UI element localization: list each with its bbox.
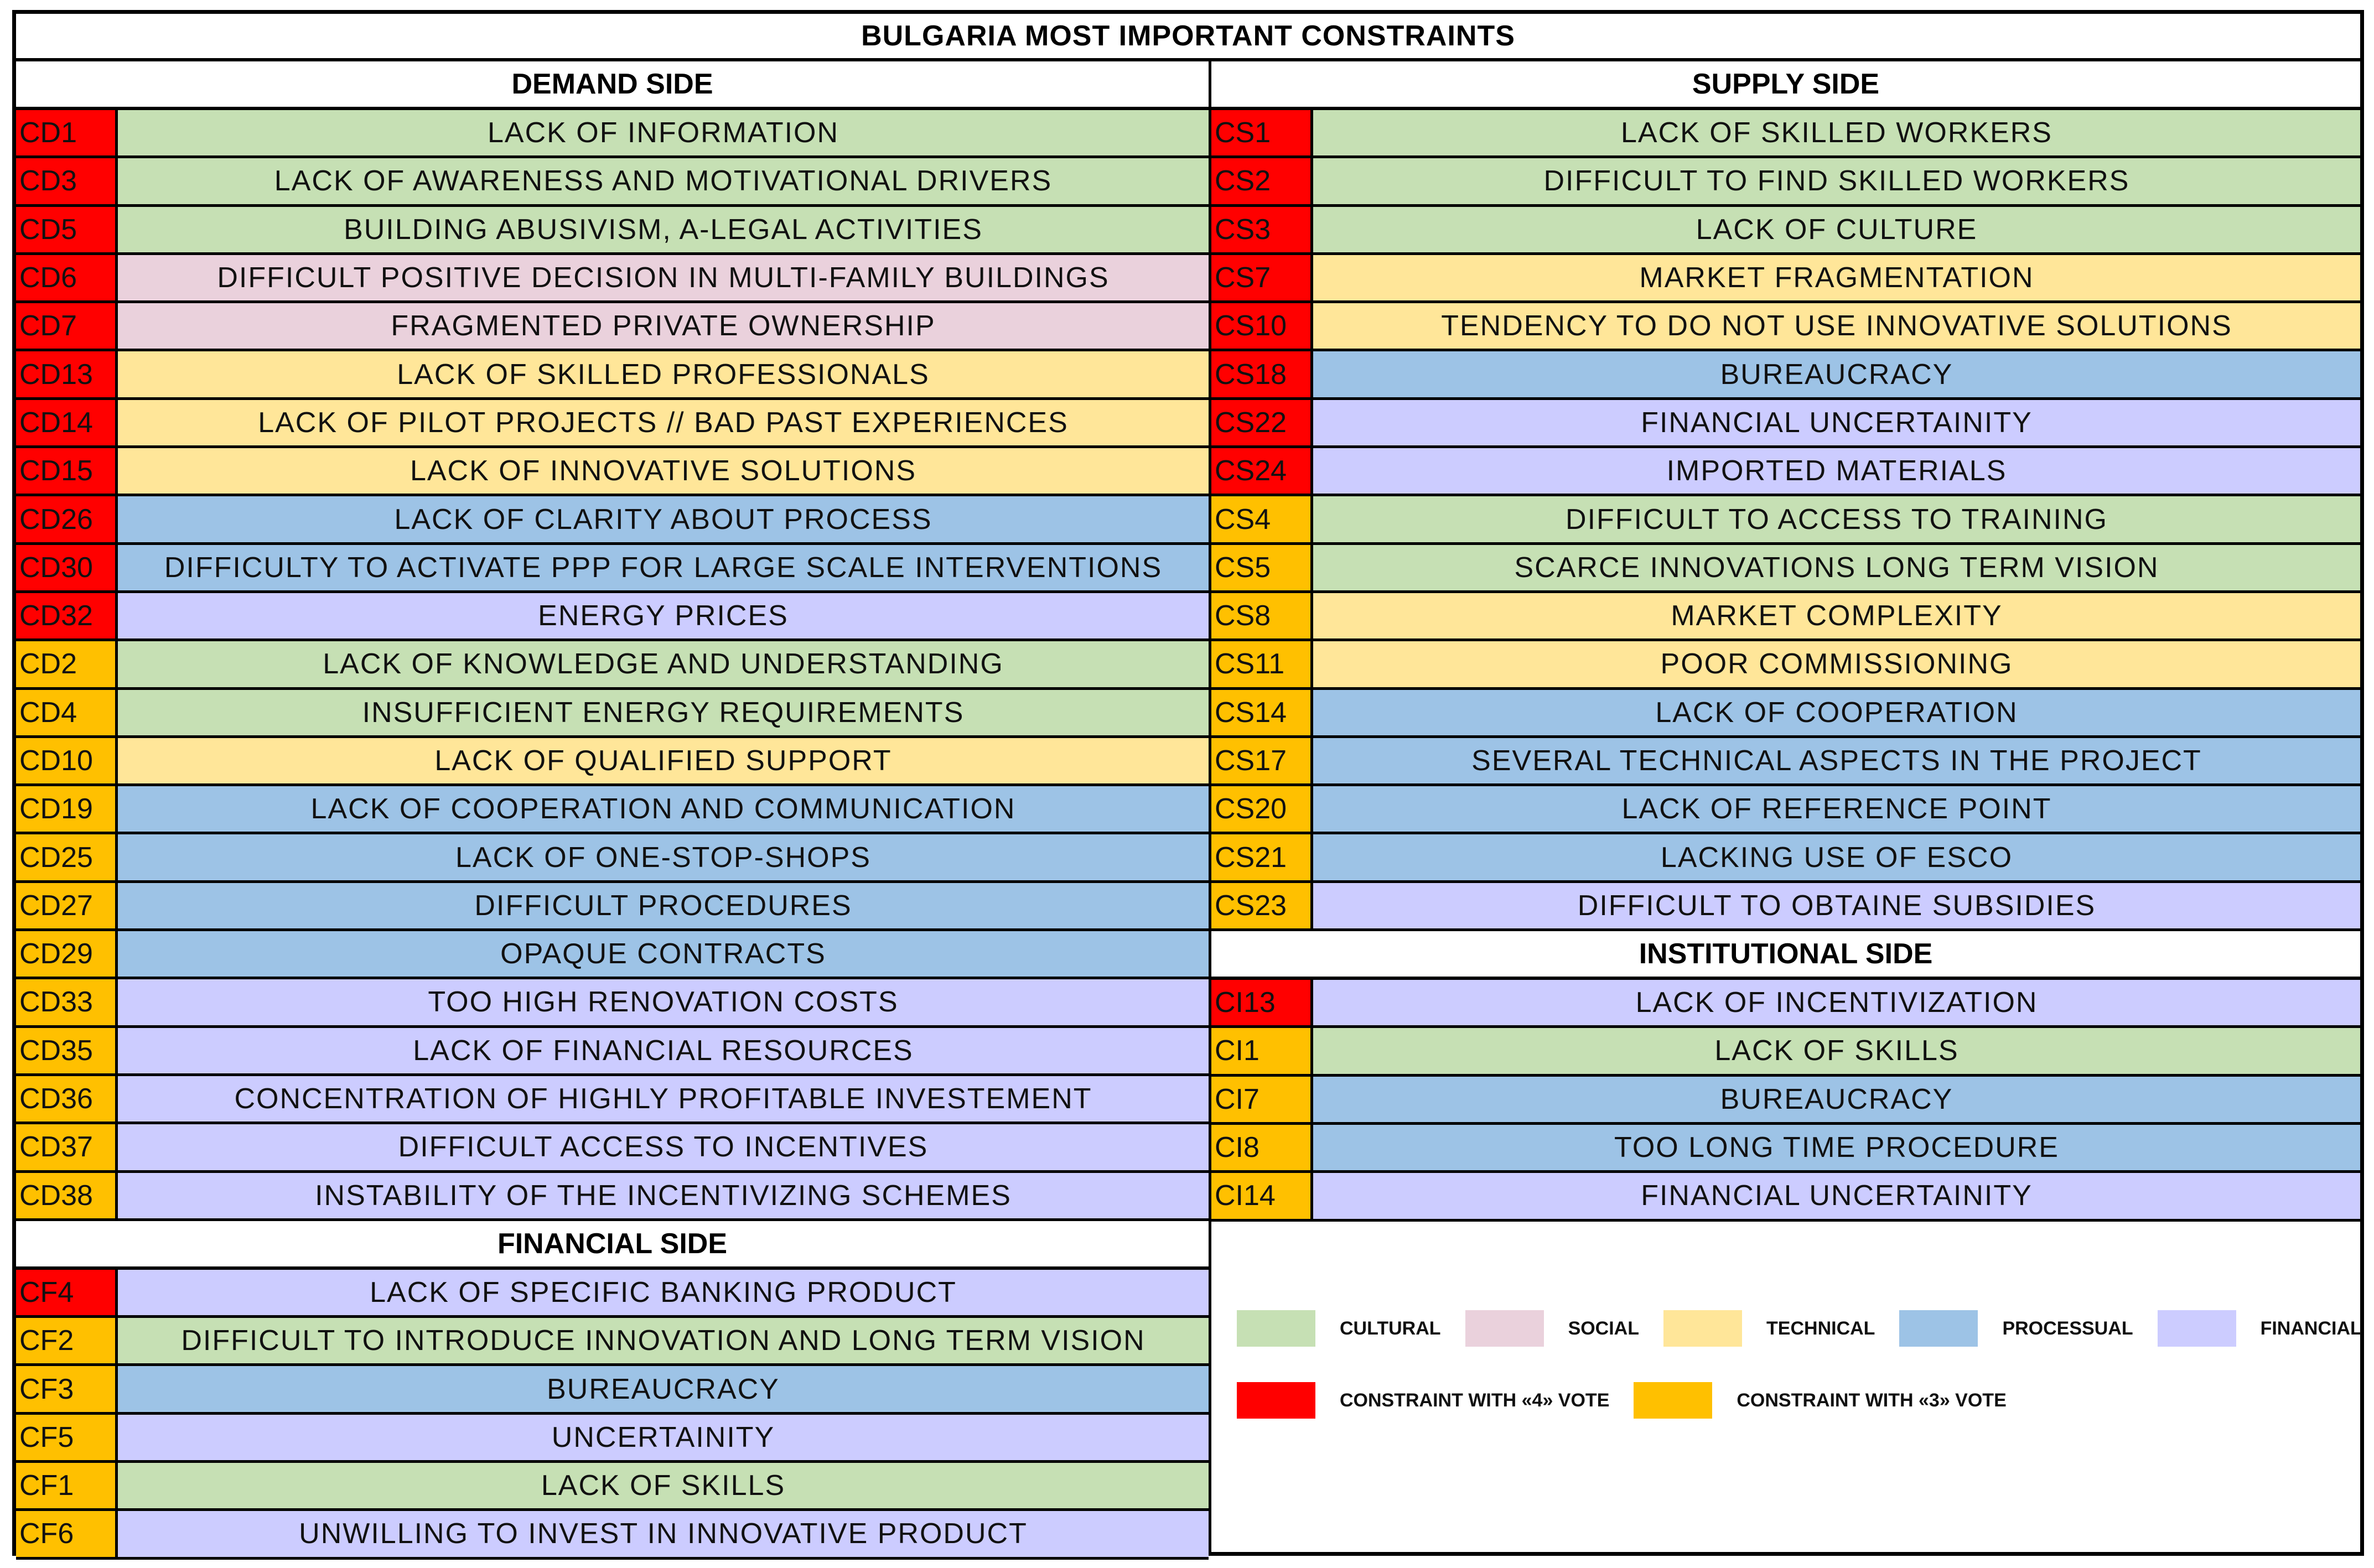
constraint-code: CS2	[1211, 158, 1313, 204]
constraint-code: CS4	[1211, 496, 1313, 542]
constraint-label: MARKET COMPLEXITY	[1313, 593, 2360, 638]
constraint-row	[16, 1318, 1209, 1366]
constraint-row	[1211, 1077, 2360, 1125]
constraint-row	[1211, 834, 2360, 882]
constraint-row	[1211, 1173, 2360, 1221]
constraint-row	[16, 593, 1209, 641]
constraint-label: BUILDING ABUSIVISM, A-LEGAL ACTIVITIES	[118, 207, 1209, 252]
constraint-label: LACK OF PILOT PROJECTS // BAD PAST EXPERIENCES	[118, 400, 1209, 445]
constraint-code: CD19	[16, 786, 118, 832]
constraint-row	[16, 110, 1209, 158]
legend-swatch-technical	[1663, 1310, 1742, 1347]
constraint-code: CD4	[16, 690, 118, 735]
constraint-row	[1211, 496, 2360, 544]
constraint-row	[16, 255, 1209, 303]
institutional-rows	[1211, 980, 2360, 1221]
constraint-row	[16, 1076, 1209, 1124]
constraint-code: CS1	[1211, 110, 1313, 155]
constraint-code: CI7	[1211, 1077, 1313, 1122]
constraint-row	[1211, 1125, 2360, 1173]
supply-side-header: SUPPLY SIDE	[1211, 61, 2360, 110]
constraint-row	[16, 979, 1209, 1027]
constraint-row	[1211, 786, 2360, 834]
constraint-code: CD27	[16, 883, 118, 928]
legend-swatch-financial	[2158, 1310, 2236, 1347]
constraint-code: CF4	[16, 1270, 118, 1315]
legend-label-social: SOCIAL	[1568, 1317, 1640, 1339]
constraint-label: DIFFICULT TO INTRODUCE INNOVATION AND LONG TERM VISION	[118, 1318, 1209, 1363]
constraint-row	[1211, 158, 2360, 206]
constraint-row	[1211, 207, 2360, 255]
constraint-row	[16, 1511, 1209, 1559]
constraint-code: CD2	[16, 641, 118, 687]
constraint-code: CF1	[16, 1463, 118, 1508]
constraint-label: LACK OF CLARITY ABOUT PROCESS	[118, 496, 1209, 542]
constraint-label: INSUFFICIENT ENERGY REQUIREMENTS	[118, 690, 1209, 735]
constraint-row	[16, 1366, 1209, 1414]
constraint-row	[1211, 448, 2360, 496]
constraint-code: CD3	[16, 158, 118, 204]
constraint-code: CD25	[16, 834, 118, 880]
institutional-side-header: INSTITUTIONAL SIDE	[1211, 931, 2360, 980]
constraint-label: LACK OF ONE-STOP-SHOPS	[118, 834, 1209, 880]
constraint-row	[16, 1415, 1209, 1463]
constraint-row	[16, 158, 1209, 206]
constraint-code: CS23	[1211, 883, 1313, 928]
constraint-code: CD5	[16, 207, 118, 252]
demand-rows	[16, 110, 1209, 1221]
constraint-row	[1211, 545, 2360, 593]
constraint-label: LACK OF QUALIFIED SUPPORT	[118, 738, 1209, 783]
constraint-code: CD32	[16, 593, 118, 638]
constraint-label: LACK OF AWARENESS AND MOTIVATIONAL DRIVERS	[118, 158, 1209, 204]
constraint-code: CD35	[16, 1028, 118, 1073]
constraint-row	[16, 690, 1209, 738]
financial-side-header: FINANCIAL SIDE	[16, 1221, 1209, 1270]
constraint-label: UNCERTAINITY	[118, 1415, 1209, 1460]
legend-label-vote4: CONSTRAINT WITH «4» VOTE	[1340, 1389, 1610, 1411]
legend-label-vote3: CONSTRAINT WITH «3» VOTE	[1737, 1389, 2007, 1411]
constraint-code: CD37	[16, 1124, 118, 1170]
constraint-code: CS14	[1211, 690, 1313, 735]
constraint-code: CD14	[16, 400, 118, 445]
constraint-row	[16, 931, 1209, 979]
constraint-code: CD36	[16, 1076, 118, 1122]
legend-label-financial: FINANCIAL	[2260, 1317, 2362, 1339]
constraint-row	[16, 1270, 1209, 1318]
constraint-row	[1211, 255, 2360, 303]
legend-swatch-vote4	[1237, 1382, 1315, 1419]
constraint-label: TENDENCY TO DO NOT USE INNOVATIVE SOLUTIONS	[1313, 303, 2360, 349]
constraint-label: TOO LONG TIME PROCEDURE	[1313, 1125, 2360, 1170]
constraint-label: LACK OF SKILLED PROFESSIONALS	[118, 351, 1209, 397]
constraint-row	[16, 641, 1209, 689]
constraint-label: TOO HIGH RENOVATION COSTS	[118, 979, 1209, 1025]
constraint-row	[1211, 303, 2360, 351]
constraint-label: FINANCIAL UNCERTAINITY	[1313, 400, 2360, 445]
constraint-code: CS5	[1211, 545, 1313, 590]
constraint-row	[1211, 883, 2360, 931]
constraint-row	[16, 1028, 1209, 1076]
constraint-row	[16, 1463, 1209, 1511]
constraint-code: CD30	[16, 545, 118, 590]
constraint-code: CD15	[16, 448, 118, 494]
supply-rows	[1211, 110, 2360, 931]
constraint-label: LACK OF CULTURE	[1313, 207, 2360, 252]
constraint-row	[16, 545, 1209, 593]
constraint-code: CD6	[16, 255, 118, 300]
constraint-row	[1211, 738, 2360, 786]
constraint-code: CF6	[16, 1511, 118, 1556]
constraint-row	[16, 1173, 1209, 1221]
constraint-label: FINANCIAL UNCERTAINITY	[1313, 1173, 2360, 1218]
constraint-label: MARKET FRAGMENTATION	[1313, 255, 2360, 300]
constraint-code: CD33	[16, 979, 118, 1025]
constraint-label: LACKING USE OF ESCO	[1313, 834, 2360, 880]
legend-label-processual: PROCESSUAL	[2002, 1317, 2133, 1339]
legend-swatch-vote3	[1634, 1382, 1712, 1419]
constraint-code: CS24	[1211, 448, 1313, 494]
legend-categories	[1237, 1310, 2374, 1347]
constraint-label: LACK OF COOPERATION	[1313, 690, 2360, 735]
constraint-row	[1211, 690, 2360, 738]
constraint-label: LACK OF REFERENCE POINT	[1313, 786, 2360, 832]
constraint-code: CS3	[1211, 207, 1313, 252]
constraint-row	[16, 786, 1209, 834]
legend-votes	[1237, 1382, 2031, 1419]
constraint-row	[16, 400, 1209, 448]
constraint-label: UNWILLING TO INVEST IN INNOVATIVE PRODUCT	[118, 1511, 1209, 1556]
constraint-code: CI13	[1211, 980, 1313, 1025]
constraint-label: POOR COMMISSIONING	[1313, 641, 2360, 687]
constraint-code: CD38	[16, 1173, 118, 1218]
constraint-code: CI1	[1211, 1028, 1313, 1073]
constraint-row	[1211, 980, 2360, 1028]
constraint-label: CONCENTRATION OF HIGHLY PROFITABLE INVESTEMENT	[118, 1076, 1209, 1122]
constraint-row	[16, 351, 1209, 399]
constraint-row	[16, 207, 1209, 255]
constraint-code: CD7	[16, 303, 118, 349]
constraint-label: SCARCE INNOVATIONS LONG TERM VISION	[1313, 545, 2360, 590]
constraint-label: BUREAUCRACY	[1313, 351, 2360, 397]
constraint-label: LACK OF SKILLED WORKERS	[1313, 110, 2360, 155]
constraint-code: CS10	[1211, 303, 1313, 349]
legend-label-cultural: CULTURAL	[1340, 1317, 1441, 1339]
constraint-label: DIFFICULT PROCEDURES	[118, 883, 1209, 928]
constraint-label: DIFFICULT TO ACCESS TO TRAINING	[1313, 496, 2360, 542]
constraint-label: BUREAUCRACY	[1313, 1077, 2360, 1122]
constraint-row	[16, 883, 1209, 931]
constraint-code: CD29	[16, 931, 118, 977]
constraint-row	[16, 303, 1209, 351]
constraint-label: ENERGY PRICES	[118, 593, 1209, 638]
constraint-row	[16, 738, 1209, 786]
constraint-code: CS7	[1211, 255, 1313, 300]
legend-swatch-processual	[1899, 1310, 1978, 1347]
constraint-label: DIFFICULT TO OBTAINE SUBSIDIES	[1313, 883, 2360, 928]
constraint-label: LACK OF SPECIFIC BANKING PRODUCT	[118, 1270, 1209, 1315]
constraint-label: LACK OF KNOWLEDGE AND UNDERSTANDING	[118, 641, 1209, 687]
constraint-code: CS8	[1211, 593, 1313, 638]
constraint-label: LACK OF INCENTIVIZATION	[1313, 980, 2360, 1025]
constraint-code: CD1	[16, 110, 118, 155]
constraint-code: CD10	[16, 738, 118, 783]
legend	[1237, 1289, 2362, 1455]
constraint-label: BUREAUCRACY	[118, 1366, 1209, 1411]
constraint-code: CF3	[16, 1366, 118, 1411]
constraint-code: CS17	[1211, 738, 1313, 783]
constraint-label: LACK OF SKILLS	[118, 1463, 1209, 1508]
legend-swatch-cultural	[1237, 1310, 1315, 1347]
constraint-row	[16, 834, 1209, 882]
legend-label-technical: TECHNICAL	[1766, 1317, 1875, 1339]
constraint-label: LACK OF COOPERATION AND COMMUNICATION	[118, 786, 1209, 832]
constraint-label: IMPORTED MATERIALS	[1313, 448, 2360, 494]
constraint-code: CS22	[1211, 400, 1313, 445]
constraint-row	[16, 1124, 1209, 1172]
constraint-code: CS11	[1211, 641, 1313, 687]
constraint-label: SEVERAL TECHNICAL ASPECTS IN THE PROJECT	[1313, 738, 2360, 783]
constraint-row	[16, 448, 1209, 496]
financial-rows	[16, 1270, 1209, 1560]
constraint-row	[1211, 641, 2360, 689]
legend-swatch-social	[1465, 1310, 1544, 1347]
constraint-code: CD13	[16, 351, 118, 397]
constraint-row	[1211, 351, 2360, 399]
left-column	[16, 61, 1211, 1552]
constraint-row	[1211, 110, 2360, 158]
constraint-label: LACK OF INNOVATIVE SOLUTIONS	[118, 448, 1209, 494]
constraint-row	[1211, 400, 2360, 448]
constraint-label: INSTABILITY OF THE INCENTIVIZING SCHEMES	[118, 1173, 1209, 1218]
constraint-code: CF5	[16, 1415, 118, 1460]
constraint-label: DIFFICULT POSITIVE DECISION IN MULTI-FAMILY BUILDINGS	[118, 255, 1209, 300]
constraint-label: LACK OF INFORMATION	[118, 110, 1209, 155]
constraint-label: OPAQUE CONTRACTS	[118, 931, 1209, 977]
constraint-label: DIFFICULTY TO ACTIVATE PPP FOR LARGE SCALE INTERVENTIONS	[118, 545, 1209, 590]
constraint-code: CI14	[1211, 1173, 1313, 1218]
constraint-label: LACK OF SKILLS	[1313, 1028, 2360, 1073]
constraint-code: CS18	[1211, 351, 1313, 397]
constraint-row	[16, 496, 1209, 544]
constraint-code: CS21	[1211, 834, 1313, 880]
constraint-code: CF2	[16, 1318, 118, 1363]
constraint-code: CS20	[1211, 786, 1313, 832]
demand-side-header: DEMAND SIDE	[16, 61, 1209, 110]
constraint-code: CD26	[16, 496, 118, 542]
constraint-label: DIFFICULT TO FIND SKILLED WORKERS	[1313, 158, 2360, 204]
table-title: BULGARIA MOST IMPORTANT CONSTRAINTS	[16, 14, 2360, 61]
constraint-label: DIFFICULT ACCESS TO INCENTIVES	[118, 1124, 1209, 1170]
constraint-label: LACK OF FINANCIAL RESOURCES	[118, 1028, 1209, 1073]
constraint-row	[1211, 1028, 2360, 1076]
constraint-code: CI8	[1211, 1125, 1313, 1170]
constraint-row	[1211, 593, 2360, 641]
constraint-label: FRAGMENTED PRIVATE OWNERSHIP	[118, 303, 1209, 349]
